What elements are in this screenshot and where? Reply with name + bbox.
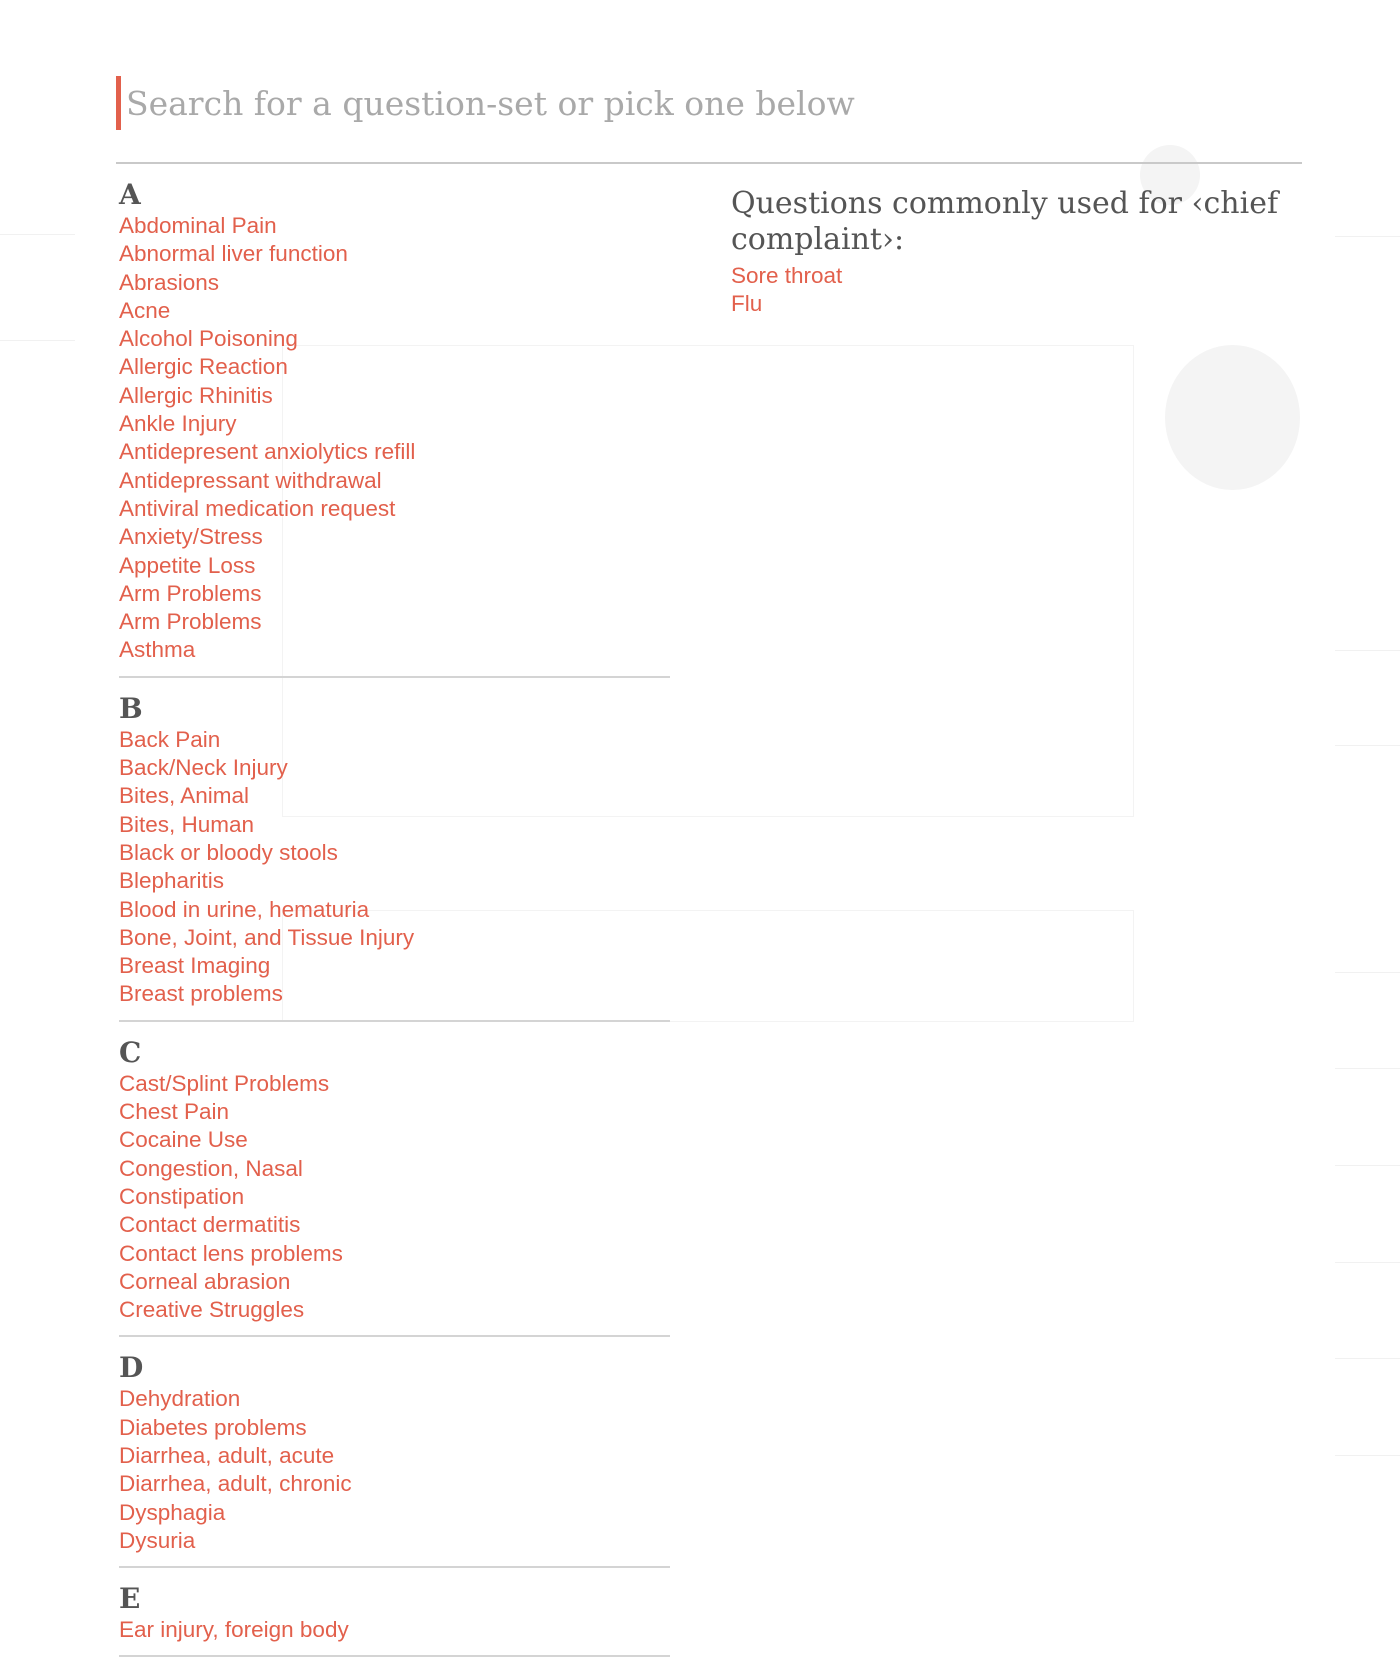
common-questions-heading: Questions commonly used for ‹chief complaint›: <box>731 186 1279 257</box>
question-set-link[interactable]: Blepharitis <box>119 868 225 894</box>
question-set-link[interactable]: Arm Problems <box>119 580 262 606</box>
question-set-link[interactable]: Breast problems <box>119 981 283 1007</box>
question-set-link[interactable]: Blood in urine, hematuria <box>119 896 370 922</box>
question-set-link[interactable]: Antidepresent anxiolytics refill <box>119 439 416 465</box>
search-input[interactable] <box>126 76 1226 130</box>
question-set-link[interactable]: Contact dermatitis <box>119 1212 301 1238</box>
search-box <box>116 76 1302 164</box>
question-set-link[interactable]: Dysphagia <box>119 1499 226 1525</box>
index-group-d <box>119 1351 670 1568</box>
question-set-link[interactable]: Anxiety/Stress <box>119 524 263 550</box>
index-group-b <box>119 692 670 1022</box>
common-question-link[interactable]: Flu <box>731 291 763 317</box>
background-divider <box>1335 1455 1400 1456</box>
background-divider <box>1335 745 1400 746</box>
question-set-link[interactable]: Alcohol Poisoning <box>119 326 298 352</box>
question-set-link[interactable]: Dysuria <box>119 1527 196 1553</box>
question-set-link[interactable]: Antiviral medication request <box>119 495 396 521</box>
index-letter-heading: D <box>119 1351 144 1385</box>
question-set-link[interactable]: Black or bloody stools <box>119 839 338 865</box>
background-divider <box>1335 236 1400 237</box>
question-set-link[interactable]: Diabetes problems <box>119 1414 307 1440</box>
question-set-link[interactable]: Creative Struggles <box>119 1297 305 1323</box>
question-set-link[interactable]: Back/Neck Injury <box>119 755 288 781</box>
background-avatar <box>1165 345 1300 490</box>
question-set-link[interactable]: Diarrhea, adult, acute <box>119 1442 335 1468</box>
background-divider <box>1335 1358 1400 1359</box>
question-set-link[interactable]: Acne <box>119 297 171 323</box>
background-divider <box>0 234 75 235</box>
index-letter-heading: E <box>119 1582 141 1616</box>
question-set-link[interactable]: Ankle Injury <box>119 411 237 437</box>
question-set-link[interactable]: Breast Imaging <box>119 953 271 979</box>
background-divider <box>1335 972 1400 973</box>
index-group-e <box>119 1582 670 1657</box>
index-letter-heading: C <box>119 1035 142 1069</box>
background-divider <box>1335 1068 1400 1069</box>
question-set-link[interactable]: Abrasions <box>119 269 220 295</box>
question-set-index <box>119 178 670 1671</box>
question-set-link[interactable]: Cocaine Use <box>119 1127 248 1153</box>
question-set-link[interactable]: Congestion, Nasal <box>119 1155 303 1181</box>
common-questions-list <box>731 262 1291 319</box>
common-question-link[interactable]: Sore throat <box>731 263 843 288</box>
question-set-link[interactable]: Asthma <box>119 637 196 663</box>
question-set-link[interactable]: Dehydration <box>119 1386 241 1412</box>
question-set-link[interactable]: Allergic Reaction <box>119 354 288 380</box>
question-set-link[interactable]: Arm Problems <box>119 609 262 635</box>
index-letter-heading: B <box>119 691 143 725</box>
question-set-link[interactable]: Back Pain <box>119 726 221 752</box>
search-cursor-accent <box>116 76 121 130</box>
question-set-link[interactable]: Bone, Joint, and Tissue Injury <box>119 924 415 950</box>
background-divider <box>1335 1165 1400 1166</box>
question-set-link[interactable]: Ear injury, foreign body <box>119 1617 349 1643</box>
question-set-link[interactable]: Antidepressant withdrawal <box>119 467 382 493</box>
question-set-link[interactable]: Abdominal Pain <box>119 213 277 238</box>
question-set-link[interactable]: Contact lens problems <box>119 1240 343 1266</box>
question-set-link[interactable]: Diarrhea, adult, chronic <box>119 1471 352 1497</box>
question-set-link[interactable]: Allergic Rhinitis <box>119 382 273 408</box>
question-set-link[interactable]: Chest Pain <box>119 1099 230 1125</box>
index-group-c <box>119 1036 670 1338</box>
question-set-link[interactable]: Constipation <box>119 1183 245 1209</box>
background-divider <box>1335 650 1400 651</box>
question-set-link[interactable]: Corneal abrasion <box>119 1268 291 1294</box>
background-divider <box>0 340 75 341</box>
question-set-link[interactable]: Cast/Splint Problems <box>119 1070 330 1096</box>
question-set-link[interactable]: Bites, Human <box>119 811 255 837</box>
common-questions-panel <box>731 186 1291 319</box>
question-set-link[interactable]: Abnormal liver function <box>119 241 348 267</box>
background-divider <box>1335 1262 1400 1263</box>
index-group-a <box>119 178 670 678</box>
index-letter-heading: A <box>119 178 141 211</box>
question-set-link[interactable]: Appetite Loss <box>119 552 256 578</box>
question-set-link[interactable]: Bites, Animal <box>119 783 250 809</box>
